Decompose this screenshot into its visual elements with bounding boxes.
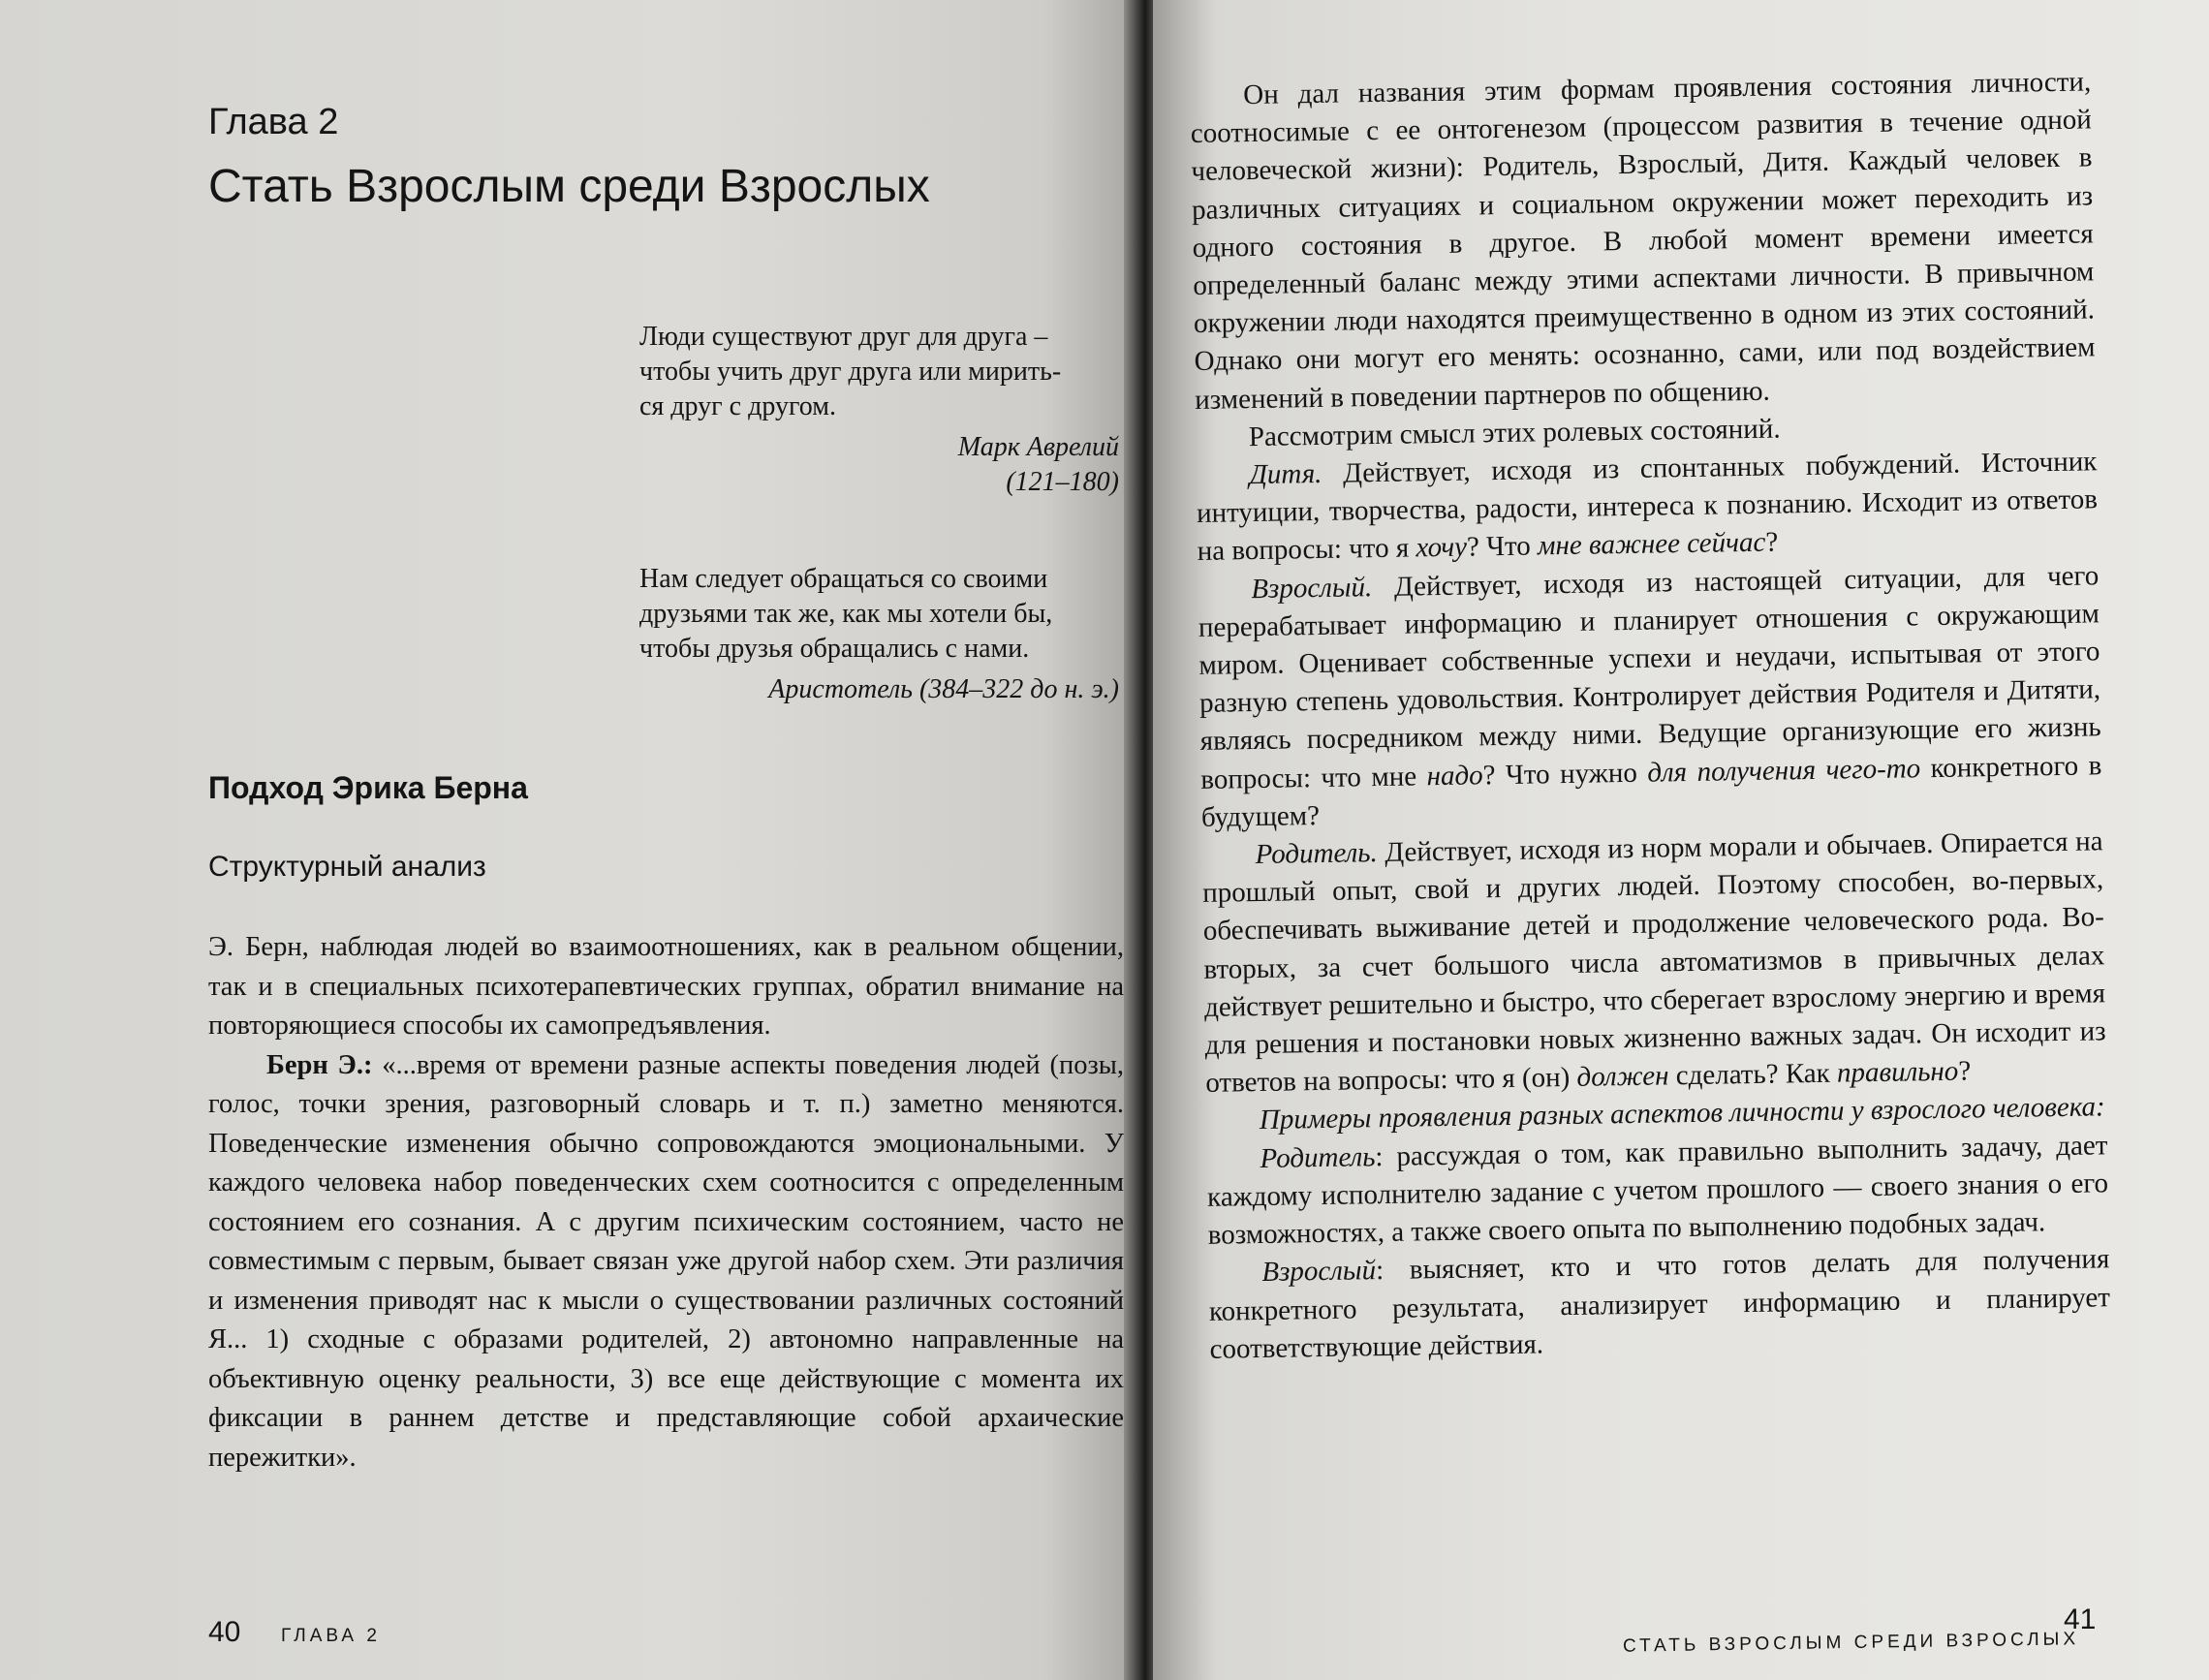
parent-paragraph: [1201, 823, 2106, 1103]
quote-author: Берн Э.:: [266, 1049, 373, 1080]
child-text: ? Что: [1466, 530, 1539, 564]
running-head-right: СТАТЬ ВЗРОСЛЫМ СРЕДИ ВЗРОСЛЫХ: [1622, 1629, 2080, 1657]
child-text: Действует, исходя из спонтанных побуждений. Источник интуиции, творчества, радости, интереса к познанию. Исходит из ответов на вопросы: что я: [1196, 446, 2099, 568]
paragraph-1: Э. Берн, наблюдая людей во взаимоотношениях, как в реальном общении, так и в специальных психотерапевтических группах, обратил внимание на повторяющиеся способы их самопредъявления.: [208, 932, 1124, 1041]
adult-paragraph: [1198, 557, 2102, 837]
epigraph-2-author: Аристотель (384–322 до н. э.): [768, 674, 1119, 704]
child-emph: хочу: [1416, 532, 1468, 564]
epigraph-1-line: Люди существуют друг для друга –: [639, 322, 1048, 352]
parent-text: ?: [1958, 1055, 1972, 1087]
epigraph-1-line: ся друг с другом.: [639, 391, 836, 421]
example-adult-label: Взрослый: [1261, 1255, 1377, 1289]
epigraph-2-line: Нам следует обращаться со своими: [639, 564, 1048, 594]
child-text: ?: [1765, 526, 1779, 559]
example-adult-text: : выясняет, кто и что готов делать для получения конкретного результата, анализирует информацию и планирует соответствующие действия.: [1208, 1243, 2111, 1365]
right-paragraph-1: Он дал названия этим формам проявления состояния личности, соотносимые с ее онтогенезом (процессом развития в течение одной человеческой жизни): Родитель, Взрослый, Дитя. Каждый человек в различных ситуациях и социальном окружении может переходить из одного состояния в другое. В любой момент времени имеется определенный баланс между этими аспектами личности. В привычном окружении люди находятся преимущественно в одном из этих состояний. Однако они могут его менять: осознанно, сами, или под воздействием изменений в поведении партнеров по общению.: [1190, 66, 2096, 416]
quote-paragraph: [208, 1046, 1124, 1478]
parent-text: сделать? Как: [1668, 1057, 1838, 1092]
parent-emph: правильно: [1836, 1055, 1959, 1089]
epigraph-1-years: (121–180): [1006, 467, 1119, 497]
adult-text: Действует, исходя из настоящей ситуации, для чего перерабатывает информацию и планирует отношения с окружающим миром. Оценивает собственные успехи и неудачи, испытывая от этого разную степень удовольствия. Контролирует действия Родителя и Дитяти, являясь посредником между ними. Ведущие организующие его жизнь вопросы: что мне: [1198, 559, 2101, 795]
right-paragraph-2: Рассмотрим смысл этих ролевых состояний.: [1248, 413, 1781, 452]
parent-text: Действует, исходя из норм морали и обычаев. Опирается на прошлый опыт, свой и других людей. Поэтому способен, во-первых, обеспечивать выживание детей и продолжение человеческого рода. Во-вторых, за счет большого числа автоматизмов в привычных делах действует решительно и быстро, что сберегает взрослому энергию и время для решения и постановки новых жизненно важных задач. Он исходит из ответов на вопросы: что я (он): [1201, 825, 2106, 1100]
adult-emph: для получения чего-то: [1647, 752, 1921, 789]
child-label: Дитя.: [1249, 457, 1322, 491]
chapter-label: Глава 2: [208, 102, 339, 142]
chapter-title: Стать Взрослым среди Взрослых: [208, 161, 930, 212]
right-page-text: [1190, 63, 2111, 1368]
page-number-left: 40: [208, 1616, 241, 1648]
child-emph: мне важнее сейчас: [1537, 527, 1766, 562]
example-parent-label: Родитель: [1260, 1140, 1376, 1174]
epigraph-2-line: друзьями так же, как мы хотели бы,: [639, 599, 1053, 629]
left-body-text: [208, 928, 1124, 1478]
adult-text: ? Что нужно: [1482, 757, 1648, 791]
child-paragraph: [1196, 443, 2099, 571]
examples-heading-text: Примеры проявления разных аспектов личности у взрослого человека:: [1259, 1091, 2105, 1136]
example-parent-text: : рассуждая о том, как правильно выполнить задачу, дает каждому исполнителю задание с учетом прошлого — своего знания о его возможностях, а также своего опыта по выполнению подобных задач.: [1206, 1129, 2109, 1251]
parent-emph: должен: [1576, 1060, 1669, 1094]
page-number-right: 41: [2064, 1603, 2097, 1635]
epigraph-1-author: Марк Аврелий: [957, 432, 1119, 462]
running-head-left: ГЛАВА 2: [281, 1626, 381, 1646]
example-adult: [1208, 1241, 2111, 1369]
epigraph-2: [639, 562, 1119, 707]
subsection-heading: Структурный анализ: [208, 851, 486, 883]
epigraph-1: [639, 320, 1119, 500]
adult-emph: надо: [1426, 759, 1483, 792]
adult-label: Взрослый.: [1251, 571, 1373, 605]
epigraph-1-line: чтобы учить друг друга или мирить-: [639, 357, 1062, 387]
epigraph-2-line: чтобы друзья обращались с нами.: [639, 634, 1030, 664]
adult-text: конкретного в будущем?: [1200, 749, 2102, 833]
parent-label: Родитель.: [1255, 837, 1378, 871]
example-parent: [1206, 1127, 2109, 1255]
quote-text: «...время от времени разные аспекты поведения людей (позы, голос, точки зрения, разговорный словарь и т. п.) заметно меняются. Поведенческие изменения обычно сопровождаются эмоциональными. У каждого человека набор поведенческих схем соотносится с определенным состоянием его сознания. А с другим психическим состоянием, часто не совместимым с первым, бывает связан уже другой набор схем. Эти различия и изменения приводят нас к мысли о существовании различных состояний Я... 1) сходные с образами родителей, 2) автономно направленные на объективную оценку реальности, 3) все еще действующие с момента их фиксации в раннем детстве и представляющие собой архаические пережитки».: [208, 1049, 1124, 1473]
section-heading: Подход Эрика Берна: [208, 770, 528, 805]
